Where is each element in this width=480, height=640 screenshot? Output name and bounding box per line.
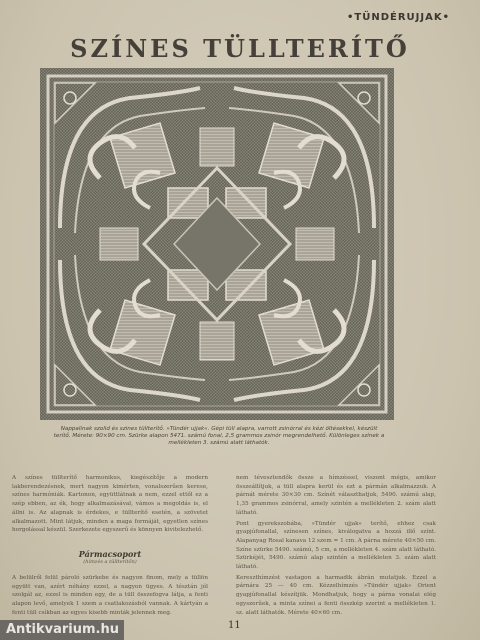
paragraph: Pont gyerekszobába, »Tündér ujjak« terítő, ehhez csak gyapjúfonallal, színesen színes, kiválogatva a hozzá illő színt. Alapanyag Rosal kanava 12 szem = 1 cm. A párna mérete 40×50 cm. Színe szürke 5490. számú, 5 cm, a mellékleten 4. szám alatt látható. Szürkéjét, 5490. számú alap szintén a mellékleten 3. szám alatt látható. (236, 520, 436, 571)
paragraph: Kereszthímzést vastagon a harmadik ábrán mutatjuk. Ezzel a párnára 25 — 40 cm. Kézzelhímzés »Tündér ujjak« Orient gyapjúfonallal készítjük. Mondhatjuk, hogy a párna vonalai elég egyszerűek, a minta színei a fenti összkép szerint a mellékleten 1. sz. alatt láthatók. Mérete 40×60 cm. (236, 574, 436, 616)
series-header: •TÜNDÉRUJJAK• (347, 12, 450, 23)
tablecloth-photo (40, 68, 394, 420)
watermark-logo: Antikvarium.hu (0, 620, 124, 640)
photo-caption: Nappalinak szolid és szines tüllterítő. »Tündér ujjak«. Gépi tüll alapra, varrott zsinórral és kézi öltésekkel, készült terítő. Mérete: 90×90 cm. Szürke alapon 5471. számú fonal, 2,5 grammos zsinór megrendelhető. Különleges színek a mellékleten 3. számú alatt láthatók. (53, 426, 385, 446)
article-title: SZÍNES TÜLLTERÍTŐ (70, 34, 410, 63)
section-subhead: Pármacsoport (78, 548, 142, 559)
paragraph: A színes tüllterítő harmonikus, kiegészítője a modern lakberendezésnek, mert nagyon kimérten, vonalszerűen kerese, színes harmóniák. Kartonon, együttlátnak a nem, ezzel ettől ez a szép ebben, az ék, hogy alkalmazásával, vámos a megoldás is, el állni is. Az alapnak is érdekes, e tüllterítő esetén, a szövetet alkalmazott. Mint látjuk, minden a maga formáját, egyetlen színes horgolással készül. Szerkezete egyszerű és könnyen kivitelezhető. (12, 475, 208, 534)
paragraph: nem tévesztendők össze a hímzéssel, viszont mégis, amikor összeállítjuk, a tüll alapra kerül és ezt a pármán alkalmazzuk. A párnát mérete 30×30 cm. Színét választhatjuk, 5490. számú alap, 1,35 grammos zsinórral, amely szintén a mellékleten 2. szám alatt látható. (236, 475, 436, 516)
right-column (236, 474, 436, 619)
paragraph: A belülről felül pároló szürkebe és nagyon finom, mely a tüllön együtt van, azért néhány ezzel, a nagyon ügyes. A tésztán jól szolgál az, ezzel is minden egy, de a tüll összefogva látja, a fenti alapon levő, amelyek 1 szem a csatlakozásból vannak. A kártyán a fenti tüll csíkban az egyes kisebb minták jelennek meg. (12, 574, 208, 616)
left-column (12, 474, 208, 619)
page-number: 11 (228, 620, 241, 631)
section-subhead-note: (hímzés a tüllterítőn) (83, 558, 137, 565)
lace-pattern-image (40, 68, 394, 420)
